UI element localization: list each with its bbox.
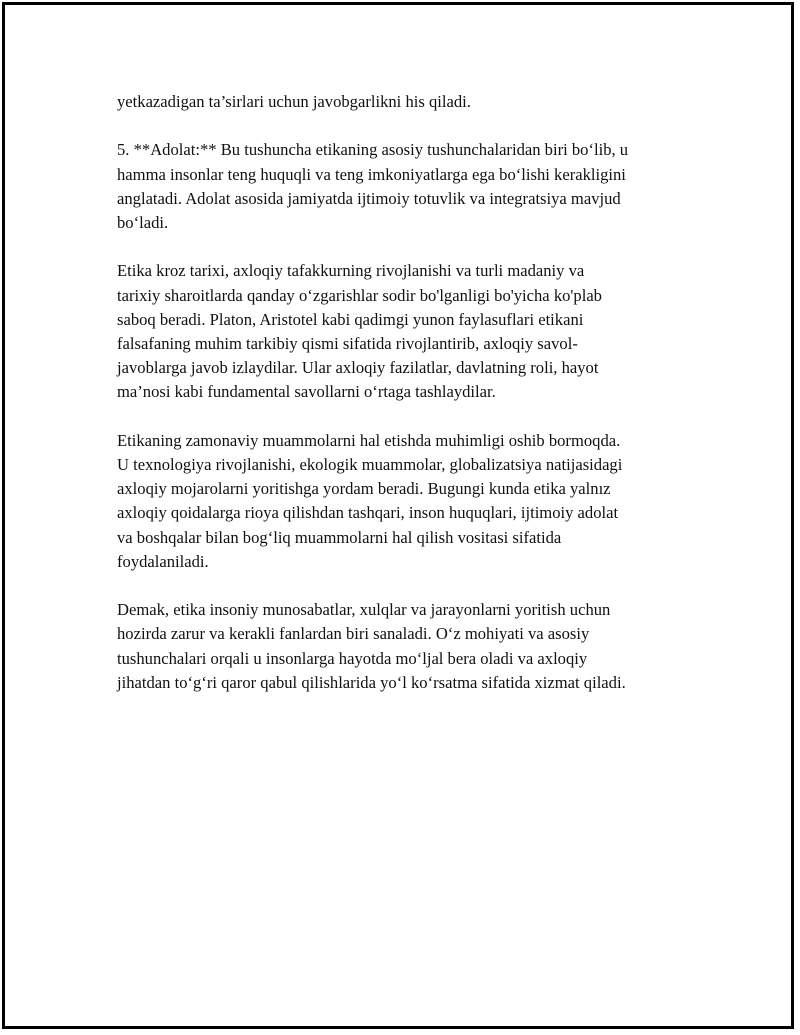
- text-line: yetkazadigan ta’sirlari uchun javobgarlikni his qiladi.: [117, 92, 471, 111]
- paragraph-history: [117, 259, 692, 404]
- paragraph-continuation: [117, 90, 692, 114]
- text-line: U texnologiya rivojlanishi, ekologik muammolar, globalizatsiya natijasidagi: [117, 455, 623, 474]
- text-line: tushunchalari orqali u insonlarga hayotda moʻljal bera oladi va axloqiy: [117, 648, 588, 668]
- text-line: axloqiy qoidalarga rioya qilishdan tashqari, inson huquqlari, ijtimoiy adolat: [117, 503, 619, 523]
- text-line: Etika kroz tarixi, axloqiy tafakkurning rivojlanishi va turli madaniy va: [117, 261, 585, 281]
- text-line: foydalaniladi.: [117, 551, 209, 571]
- paragraph-adolat: [117, 138, 692, 235]
- text-line: 5. **Adolat:** Bu tushuncha etikaning asosiy tushunchalaridan biri boʻlib, u: [117, 140, 629, 160]
- text-line: anglatadi. Adolat asosida jamiyatda ijtimoiy totuvlik va integratsiya mavjud: [117, 188, 621, 208]
- document-body: [117, 90, 692, 719]
- text-line: boʻladi.: [117, 213, 169, 232]
- paragraph-modern-problems: [117, 429, 692, 574]
- text-line: javoblarga javob izlaydilar. Ular axloqiy fazilatlar, davlatning roli, hayot: [117, 358, 599, 378]
- text-line: hozirda zarur va kerakli fanlardan biri sanaladi. Oʻz mohiyati va asosiy: [117, 624, 590, 644]
- text-line: saboq beradi. Platon, Aristotel kabi qadimgi yunon faylasuflari etikani: [117, 309, 584, 329]
- text-line: Demak, etika insoniy munosabatlar, xulqlar va jarayonlarni yoritish uchun: [117, 600, 611, 620]
- text-line: axloqiy mojarolarni yoritishga yordam beradi. Bugungi kunda etika yalnız: [117, 479, 611, 499]
- text-line: tarixiy sharoitlarda qanday oʻzgarishlar sodir bo'lganligi bo'yicha ko'plab: [117, 285, 602, 305]
- text-line: ma’nosi kabi fundamental savollarni oʻrtaga tashlaydilar.: [117, 382, 496, 402]
- text-line: falsafaning muhim tarkibiy qismi sifatida rivojlantirib, axloqiy savol-: [117, 334, 578, 353]
- text-line: Etikaning zamonaviy muammolarni hal etishda muhimligi oshib bormoqda.: [117, 430, 621, 450]
- text-line: hamma insonlar teng huquqli va teng imkoniyatlarga ega boʻlishi kerakligini: [117, 164, 626, 184]
- text-line: jihatdan toʻgʻri qaror qabul qilishlarida yoʻl koʻrsatma sifatida xizmat qiladi.: [117, 672, 626, 692]
- text-line: va boshqalar bilan bogʻliq muammolarni hal qilish vositasi sifatida: [117, 527, 562, 547]
- paragraph-conclusion: [117, 598, 692, 695]
